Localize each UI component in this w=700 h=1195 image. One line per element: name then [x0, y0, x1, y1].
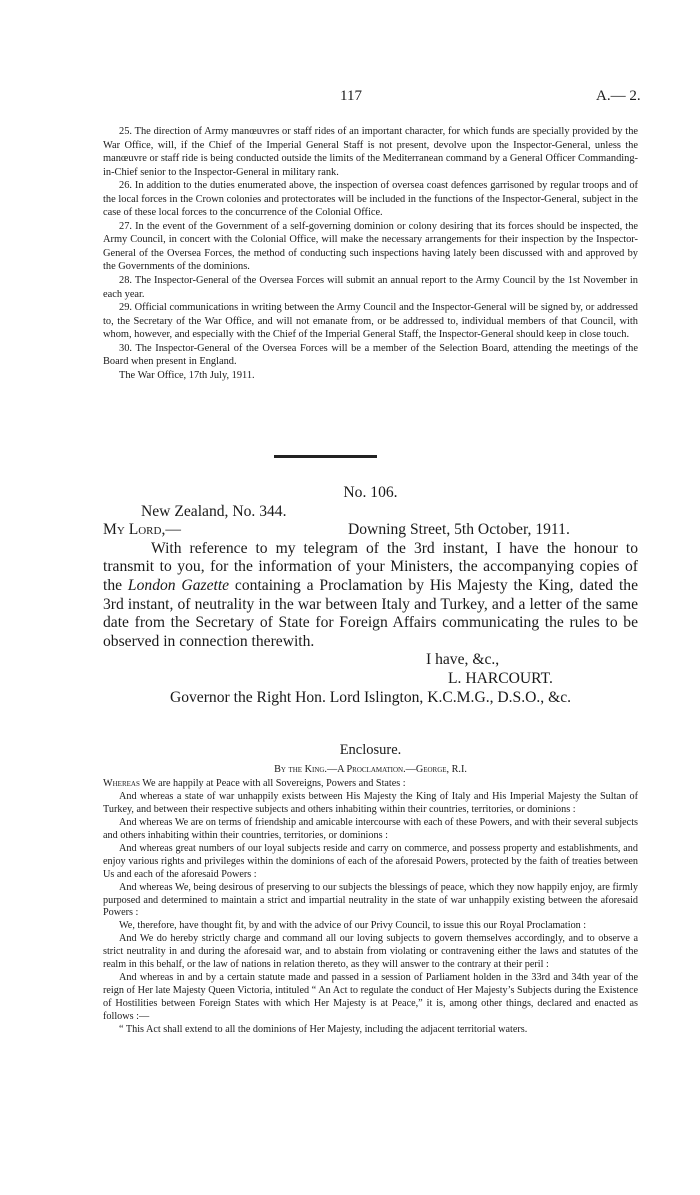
page-header: [0, 88, 700, 110]
proclamation-paragraph: And whereas a state of war unhappily exists between His Majesty the King of Italy and His Imperial Majesty the Sultan of Turkey, and between their respective subjects and others inhabiting within their countries, territories, or dominions :: [103, 790, 638, 815]
paragraph-27: 27. In the event of the Government of a self-governing dominion or colony desiring that its forces should be inspected, the Army Council, in concert with the Colonial Office, will make the necessary arrangements for their inspection by the Inspector-General of the Oversea Forces, the method of conducting such inspections having lately been discussed with and approved by the Governments of the dominions.: [103, 220, 638, 273]
whereas-word: Whereas: [103, 777, 140, 789]
letter-body-part-2: containing a Proclamation by His Majesty the King, dated the 3rd instant, of neutrality in the war between Italy and Turkey, and a letter of the same date from the Secretary of State for Foreign Affairs communicating the rules to be observed in connection therewith.: [103, 576, 639, 650]
gazette-title: London Gazette: [127, 576, 230, 594]
page-number: 117: [340, 88, 362, 104]
recipient-reference: New Zealand, No. 344.: [141, 502, 287, 520]
proclamation-paragraph: “ This Act shall extend to all the dominions of Her Majesty, including the adjacent territorial waters.: [119, 1024, 528, 1036]
paragraph-28: 28. The Inspector-General of the Oversea Forces will submit an annual report to the Army Council by the 1st November in each year.: [103, 275, 638, 300]
section-divider: [274, 455, 377, 458]
addressee: Governor the Right Hon. Lord Islington, K.C.M.G., D.S.O., &c.: [169, 688, 572, 706]
despatch-letter: [103, 484, 638, 707]
opening-text: We are happily at Peace with all Sovereigns, Powers and States :: [139, 777, 406, 789]
proclamation-paragraph: And We do hereby strictly charge and command all our loving subjects to govern themselves accordingly, and to observe a strict neutrality in and during the aforesaid war, and to abstain from violating or contravening either the laws and statutes of the realm in this behalf, or the law of nations in relation thereto, as they will answer to the contrary at their peril :: [103, 933, 638, 971]
signature: L. HARCOURT.: [448, 669, 553, 687]
salutation-row: [103, 521, 638, 540]
letter-number: No. 106.: [343, 484, 398, 501]
proclamation-paragraph: We, therefore, have thought fit, by and with the advice of our Privy Council, to issue this our Royal Proclamation :: [119, 920, 587, 932]
location-date: Downing Street, 5th October, 1911.: [348, 521, 570, 539]
regulations-section: [103, 125, 638, 382]
proclamation-paragraph: And whereas We, being desirous of preserving to our subjects the blessings of peace, which they now happily enjoy, are firmly purposed and determined to maintain a strict and impartial neutrality in the state of war unhappily existing between the aforesaid Powers :: [103, 881, 638, 919]
proclamation-heading: By the King.—A Proclamation.—George, R.I.: [274, 764, 467, 775]
document-reference: A.— 2.: [596, 88, 641, 104]
war-office-signoff: The War Office, 17th July, 1911.: [119, 369, 255, 381]
paragraph-25: 25. The direction of Army manœuvres or staff rides of an important character, for which funds are specially provided by the War Office, will, if the Chief of the Imperial General Staff is not present, devolve upon the Inspector-General, unless the manœuvre or staff ride is being conducted outside the limits of the Mediterranean command by a General Officer Commanding-in-Chief senior to the Inspector-General in military rank.: [103, 126, 638, 178]
closing: I have, &c.,: [426, 651, 500, 669]
proclamation-opening: [103, 778, 638, 791]
proclamation-paragraph: And whereas great numbers of our loyal subjects reside and carry on commerce, and possess property and establishments, and enjoy various rights and privileges within the dominions of each of the aforesaid Powers, protected by the faith of treaties between Us and each of the aforesaid Powers :: [103, 842, 638, 880]
letter-body-part-1: With reference to my telegram of the 3rd instant, I have the honour to transmit to you, for the information of your Ministers, the accompanying copies of the: [103, 539, 638, 594]
letter-body: [103, 540, 638, 652]
paragraph-29: 29. Official communications in writing between the Army Council and the Inspector-General will be signed by, or addressed to, the Secretary of the War Office, and will not emanate from, or be addressed to, individual members of that Council, with whom, however, and especially with the Chief of the Imperial General Staff, the Inspector-General should keep in close touch.: [103, 302, 638, 341]
paragraph-30: 30. The Inspector-General of the Oversea Forces will be a member of the Selection Board, attending the meetings of the Board when present in England.: [103, 342, 638, 368]
salutation: My Lord,—: [103, 521, 181, 539]
enclosure-title: Enclosure.: [339, 742, 402, 758]
proclamation-paragraph: And whereas in and by a certain statute made and passed in a session of Parliament holden in the 33rd and 34th year of the reign of Her late Majesty Queen Victoria, intituled “ An Act to regulate the conduct of Her Majesty’s Subjects during the Existence of Hostilities between Foreign States with which Her Majesty is at Peace,” it is, among other things, declared and enacted as follows :—: [103, 972, 638, 1023]
proclamation-paragraph: And whereas We are on terms of friendship and amicable intercourse with each of these Powers, and with their several subjects and others inhabiting within their countries, territories, or dominions :: [103, 816, 638, 841]
paragraph-26: 26. In addition to the duties enumerated above, the inspection of oversea coast defences garrisoned by regular troops and of the local forces in the Crown colonies and protectorates will be included in the functions of the Inspector-General, subject in the case of these local forces to the concurrence of the Colonial Office.: [103, 180, 638, 219]
enclosure-section: [103, 741, 638, 1037]
